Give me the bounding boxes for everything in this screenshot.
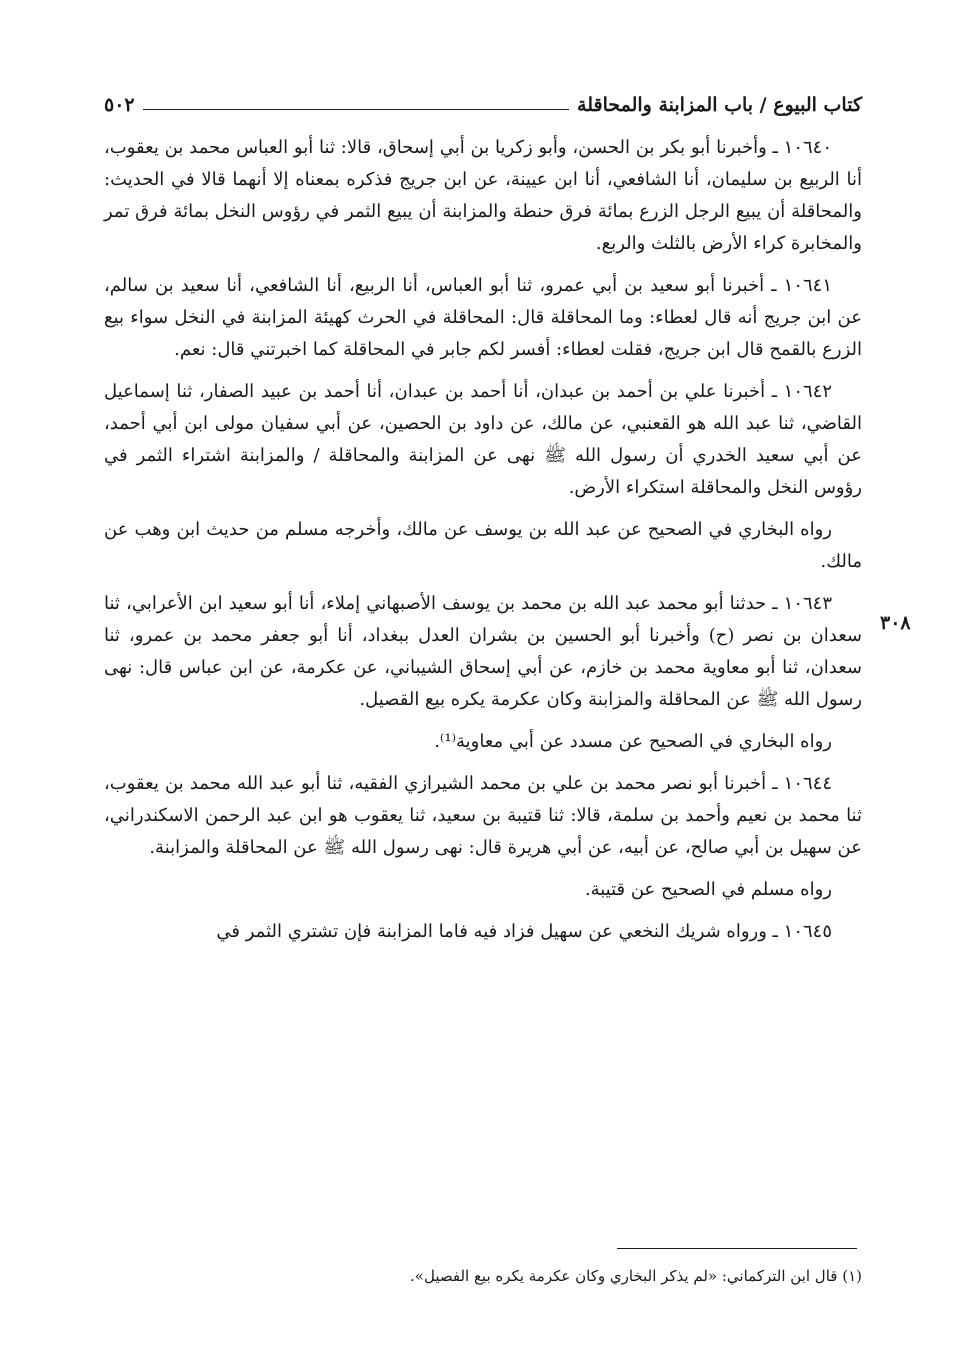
running-header <box>104 82 862 116</box>
paragraph-10644: ١٠٦٤٤ ـ أخبرنا أبو نصر محمد بن علي بن محمد الشيرازي الفقيه، ثنا أبو عبد الله محمد بن يعقوب، ثنا محمد بن نعيم وأحمد بن سلمة، قالا: ثنا قتيبة بن سعيد، ثنا يعقوب هو ابن عبد الرحمن الاسكندراني، عن سهيل بن أبي صالح، عن أبيه، عن أبي هريرة قال: نهى رسول الله ﷺ عن المحاقلة والمزابنة. <box>104 773 862 858</box>
header-rule <box>143 109 569 110</box>
paragraph-10640: ١٠٦٤٠ ـ وأخبرنا أبو بكر بن الحسن، وأبو زكريا بن أبي إسحاق، قالا: ثنا أبو العباس محمد بن يعقوب، أنا الربيع بن سليمان، أنا الشافعي، أنا ابن عيينة، عن ابن جريج فذكره بمعناه إلا أنهما قالا في الحديث: والمحاقلة أن يبيع الرجل الزرع بمائة فرق حنطة والمزابنة أن يبيع الثمر في رؤوس النخل بمائة فرق تمر والمخابرة كراء الأرض بالثلث والربع. <box>104 137 862 254</box>
margin-page-reference: ٣٠٨ <box>880 612 911 634</box>
page-number: ٥٠٢ <box>104 94 135 116</box>
paragraph-10642: ١٠٦٤٢ ـ أخبرنا علي بن أحمد بن عبدان، أنا أحمد بن عبدان، أنا أحمد بن عبيد الصفار، ثنا إسماعيل القاضي، ثنا عبد الله هو القعنبي، عن مالك، عن داود بن الحصين، عن أبي سفيان مولى ابن أبي أحمد، عن أبي سعيد الخدري أن رسول الله ﷺ نهى عن المزابنة والمحاقلة / والمزابنة اشتراء الثمر في رؤوس النخل والمحاقلة استكراء الأرض. <box>104 381 862 498</box>
paragraph-10645: ١٠٦٤٥ ـ ورواه شريك النخعي عن سهيل فزاد فيه فاما المزابنة فإن تشتري الثمر في <box>216 921 832 942</box>
footnote-rule <box>617 1248 857 1249</box>
paragraph-muslim-qutayba: رواه مسلم في الصحيح عن قتيبة. <box>584 879 832 900</box>
paragraph-10643: ١٠٦٤٣ ـ حدثنا أبو محمد عبد الله بن محمد بن يوسف الأصبهاني إملاء، أنا أبو سعيد ابن الأعرابي، ثنا سعدان بن نصر (ح) وأخبرنا أبو الحسين بن بشران العدل ببغداد، أنا أبو جعفر محمد بن عمرو، ثنا سعدان، ثنا أبو معاوية محمد بن خازم، عن أبي إسحاق الشيباني، عن عكرمة، عن ابن عباس قال: نهى رسول الله ﷺ عن المحاقلة والمزابنة وكان عكرمة يكره بيع القصيل. <box>104 593 862 710</box>
paragraph-10641: ١٠٦٤١ ـ أخبرنا أبو سعيد بن أبي عمرو، ثنا أبو العباس، أنا الربيع، أنا الشافعي، أنا سعيد بن سالم، عن ابن جريج أنه قال لعطاء: وما المحاقلة قال: المحاقلة في الحرث كهيئة المزابنة في النخل سواء بيع الزرع بالقمح قال ابن جريج، فقلت لعطاء: أفسر لكم جابر في المحاقلة كما اخبرتني قال: نعم. <box>104 275 862 360</box>
paragraph-bukhari-musaddad: رواه البخاري في الصحيح عن مسدد عن أبي معاوية⁽¹⁾. <box>434 731 832 752</box>
header-title: كتاب البيوع / باب المزابنة والمحاقلة <box>577 94 862 116</box>
footnote: (١) قال ابن التركماني: «لم يذكر البخاري وكان عكرمة يكره بيع الفصيل». <box>410 1267 862 1285</box>
paragraph-bukhari-malik: رواه البخاري في الصحيح عن عبد الله بن يوسف عن مالك، وأخرجه مسلم من حديث ابن وهب عن مالك. <box>104 519 862 572</box>
body-text <box>104 132 862 958</box>
